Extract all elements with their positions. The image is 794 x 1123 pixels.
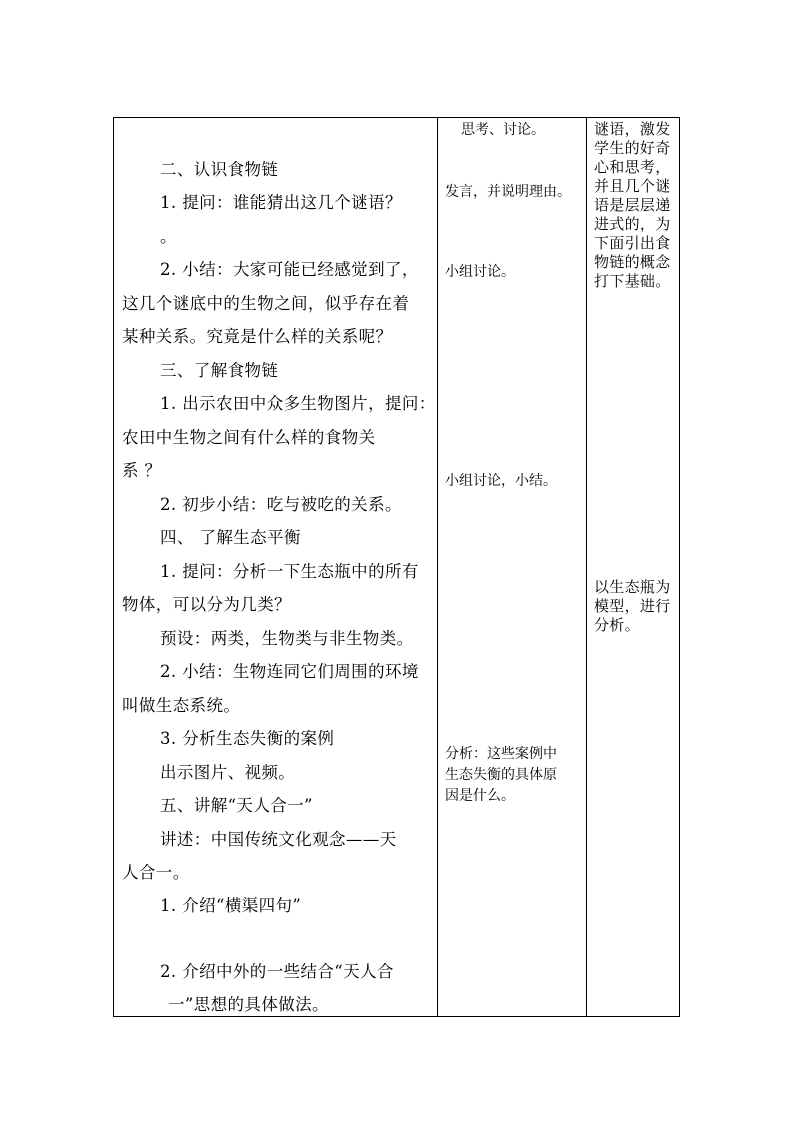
text-line: 1. 出示农田中众多生物图片，提问： <box>160 394 436 413</box>
text-line: 语是层层递 <box>594 196 671 214</box>
text-line: 2. 初步小结：吃与被吃的关系。 <box>160 495 402 514</box>
text-line: 叫做生态系统。 <box>122 696 241 715</box>
teacher-activity-column <box>114 118 438 1016</box>
text-line: 这几个谜底中的生物之间，似乎存在着 <box>122 294 410 313</box>
text-line: 四、 了解生态平衡 <box>160 528 301 547</box>
text-line: 以生态瓶为 <box>594 578 671 596</box>
student-activity-column <box>439 118 587 1016</box>
text-line: 1. 提问：分析一下生态瓶中的所有 <box>160 562 419 581</box>
text-line: 2. 小结：大家可能已经感觉到了， <box>160 260 419 279</box>
text-line: 三、了解食物链 <box>160 361 279 380</box>
text-line: 物链的概念 <box>594 253 671 271</box>
text-line: 2. 介绍中外的一些结合“天人合 <box>160 962 394 981</box>
text-line: 物体，可以分为几类？ <box>122 595 291 614</box>
text-line: 。 <box>160 227 177 246</box>
text-line: 小组讨论。 <box>445 264 515 280</box>
design-intent-column <box>588 118 680 1016</box>
text-line: 心和思考， <box>594 158 671 176</box>
text-line: 一”思想的具体做法。 <box>168 995 329 1014</box>
text-line: 系 ？ <box>122 461 162 480</box>
text-line: 3. 分析生态失衡的案例 <box>160 729 335 748</box>
text-line: 生态失衡的具体原 <box>445 767 557 783</box>
text-line: 1. 提问：谁能猜出这几个谜语？ <box>160 193 402 212</box>
text-line: 因是什么。 <box>445 788 515 804</box>
text-line: 思考、讨论。 <box>461 122 545 138</box>
text-line: 1. 介绍“横渠四句” <box>160 896 302 915</box>
text-line: 进式的，为 <box>594 215 671 233</box>
text-line: 预设：两类，生物类与非生物类。 <box>160 629 414 648</box>
text-line: 谜语，激发 <box>594 120 671 138</box>
text-line: 二、认识食物链 <box>160 160 279 179</box>
text-line: 学生的好奇 <box>594 139 671 157</box>
text-line: 五、讲解“天人合一” <box>160 796 313 815</box>
text-line: 并且几个谜 <box>594 177 671 195</box>
text-line: 某种关系。究竟是什么样的关系呢？ <box>122 327 393 346</box>
text-line: 出示图片、视频。 <box>160 763 296 782</box>
text-line: 人合一。 <box>122 863 190 882</box>
text-line: 发言，并说明理由。 <box>445 184 571 200</box>
text-line: 打下基础。 <box>594 272 671 290</box>
text-line: 讲述：中国传统文化观念——天 <box>160 830 397 849</box>
text-line: 模型，进行 <box>594 597 671 615</box>
lesson-table <box>113 117 680 1017</box>
text-line: 分析。 <box>594 616 640 634</box>
text-line: 下面引出食 <box>594 234 671 252</box>
text-line: 2. 小结：生物连同它们周围的环境 <box>160 662 419 681</box>
text-line: 农田中生物之间有什么样的食物关 <box>122 428 376 447</box>
text-line: 小组讨论，小结。 <box>445 473 557 489</box>
text-line: 分析：这些案例中 <box>445 746 557 762</box>
